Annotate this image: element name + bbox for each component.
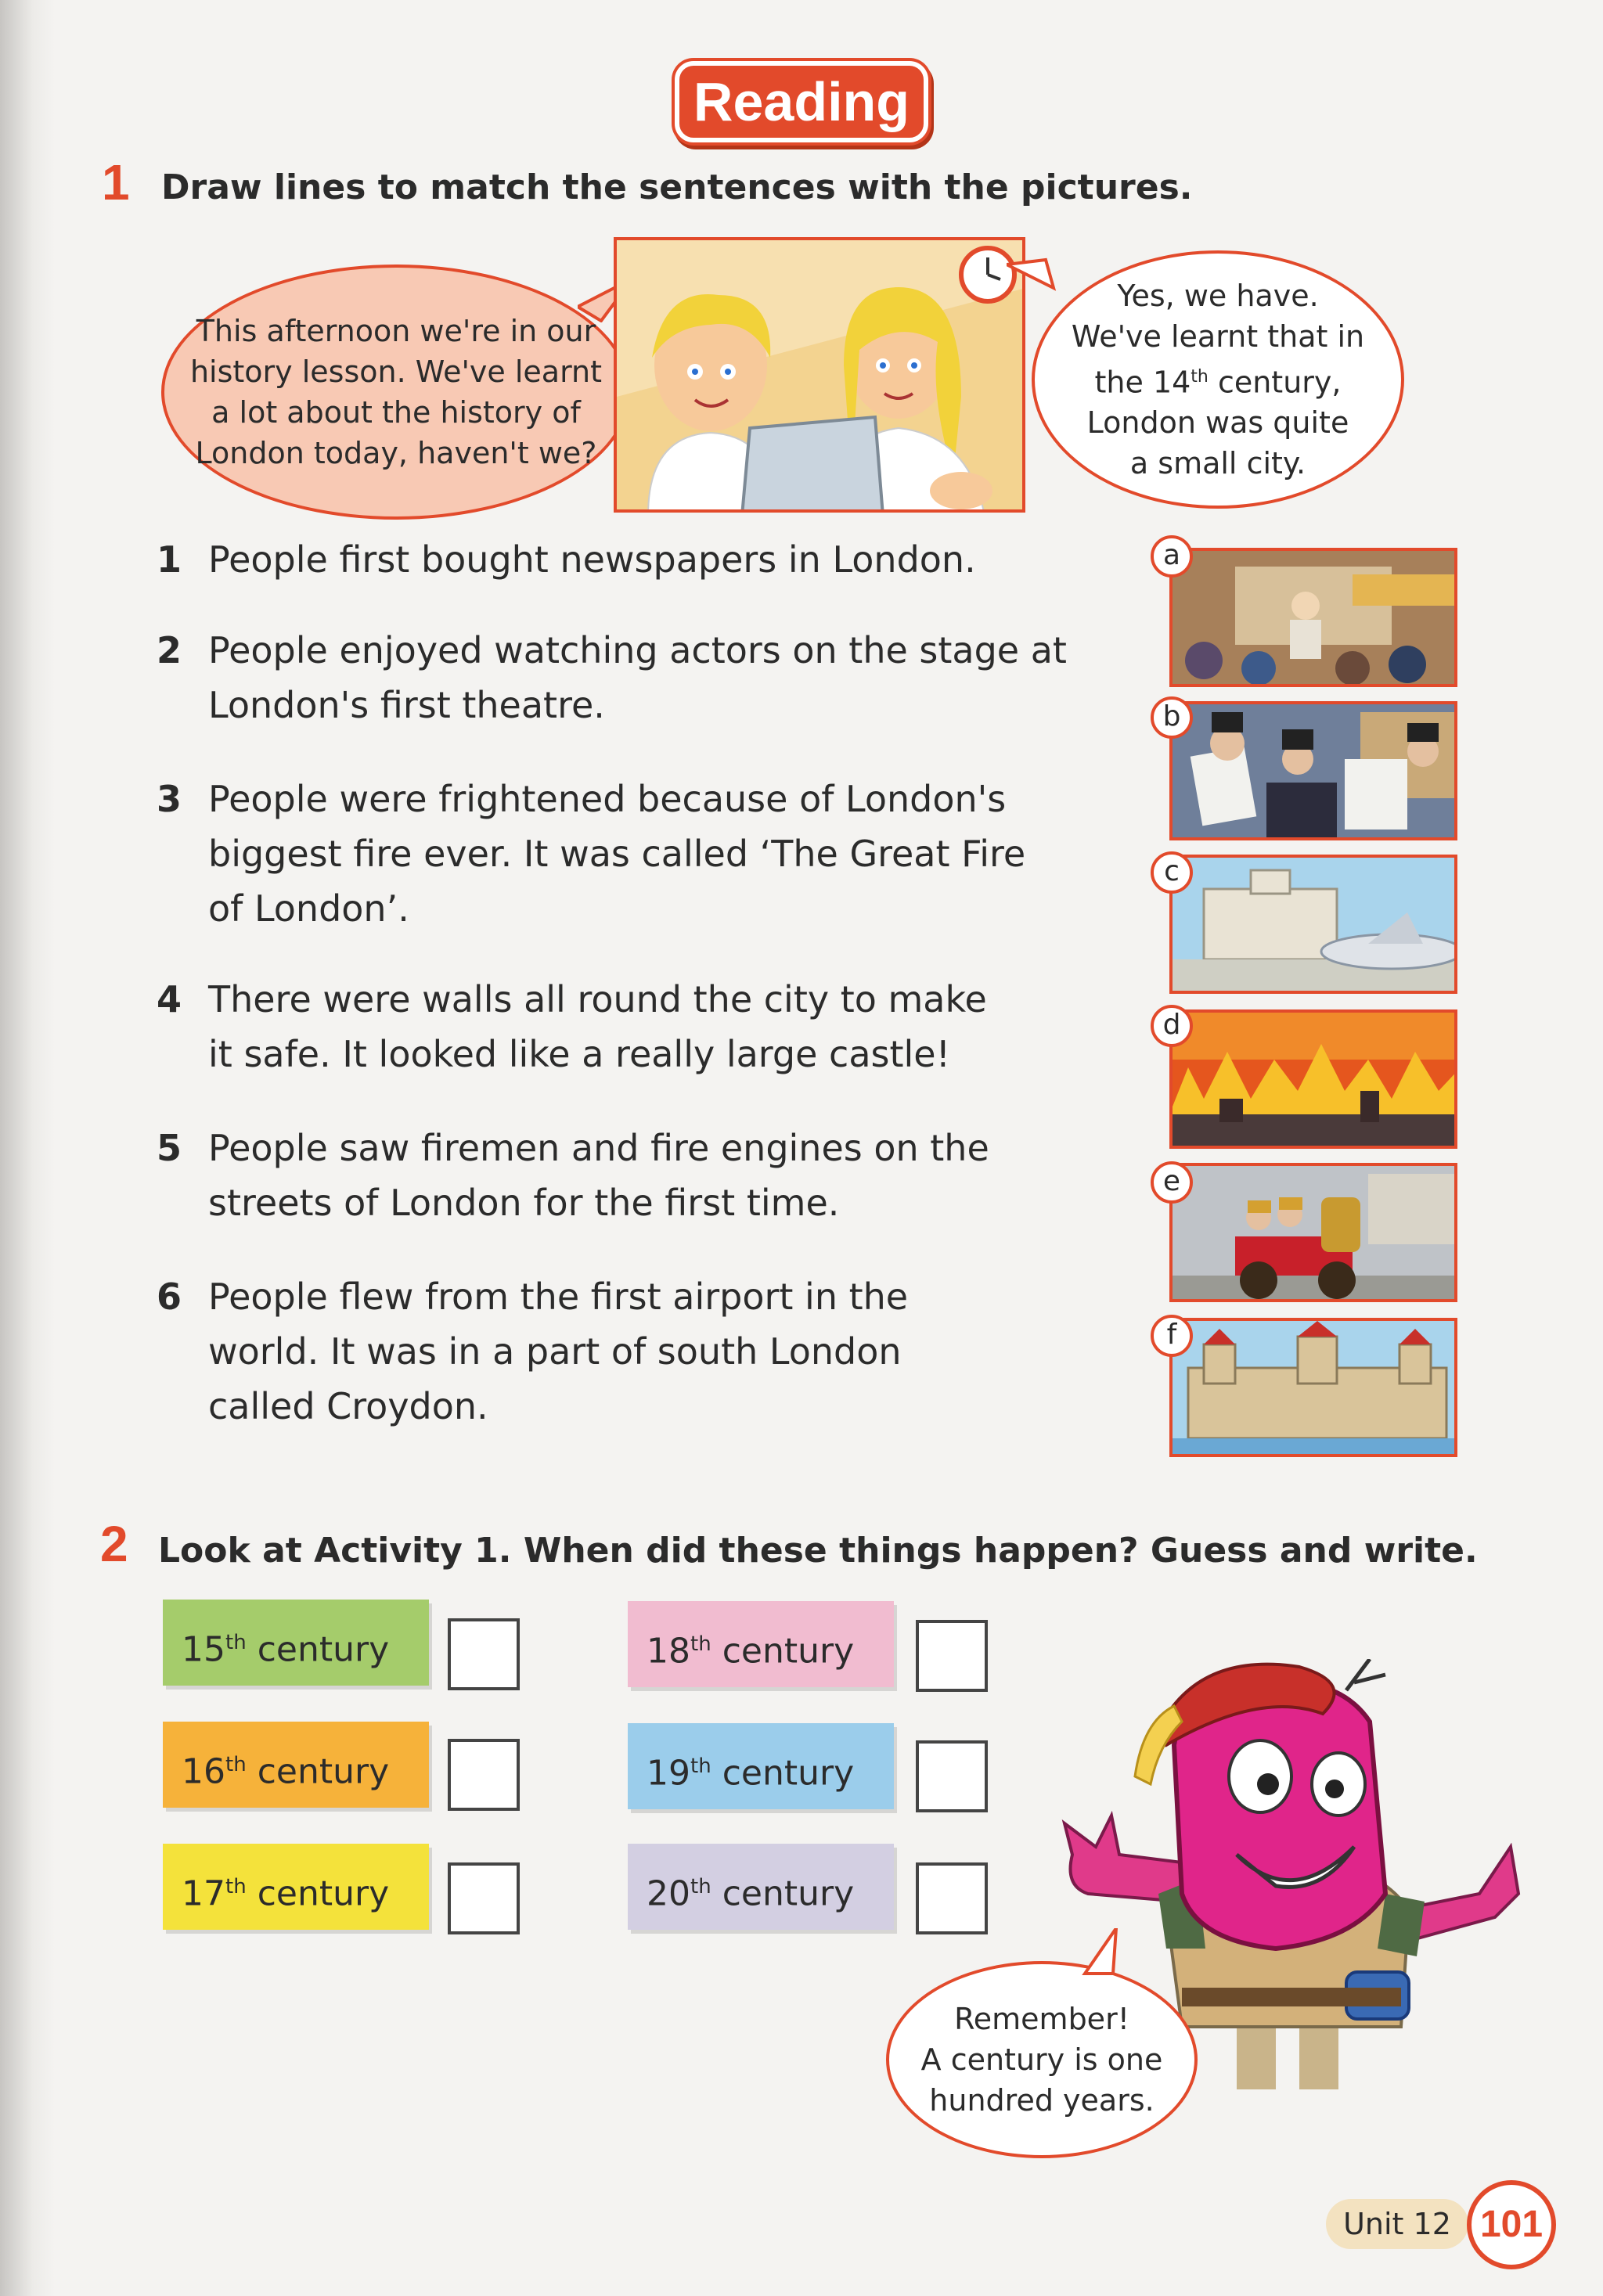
mascot-bubble-line-2: A century is one — [920, 2042, 1163, 2077]
speech-bubble-right-line-1: Yes, we have. — [1117, 278, 1319, 313]
comic-illustration — [614, 237, 1025, 513]
answer-box-15th-century[interactable] — [448, 1618, 520, 1690]
activity-1-instruction: Draw lines to match the sentences with the pictures. — [161, 167, 1193, 207]
mascot-speech-bubble — [886, 1961, 1198, 2158]
chip-number: 18 — [647, 1631, 690, 1672]
sentence-text: People first bought newspapers in London. — [208, 538, 976, 581]
chip-superscript: th — [690, 1632, 711, 1656]
chip-19th-century — [628, 1723, 894, 1809]
answer-box-19th-century[interactable] — [916, 1740, 988, 1812]
newspaper-readers-icon — [1173, 704, 1457, 840]
answer-box-18th-century[interactable] — [916, 1620, 988, 1692]
chip-number: 17 — [182, 1873, 225, 1914]
mascot-bubble-line-1: Remember! — [954, 2002, 1129, 2036]
answer-box-16th-century[interactable] — [448, 1739, 520, 1811]
sentence-number: 5 — [157, 1127, 182, 1169]
page-title: Reading — [675, 61, 928, 142]
chip-17th-century — [163, 1844, 429, 1930]
chip-superscript: th — [690, 1754, 711, 1778]
chip-superscript: th — [225, 1631, 247, 1654]
sentence-6[interactable] — [157, 1269, 960, 1434]
sentence-number: 1 — [157, 538, 182, 581]
sentence-number: 3 — [157, 778, 182, 820]
picture-d-letter: d — [1151, 1005, 1193, 1047]
sentence-number: 6 — [157, 1276, 182, 1318]
sentence-2[interactable] — [157, 623, 1069, 732]
speech-bubble-right — [1032, 250, 1404, 509]
sentence-text: People saw firemen and fire engines on the streets of London for the first time. — [208, 1127, 989, 1224]
line-3-superscript: th — [1191, 366, 1209, 387]
speech-bubble-left-text: This afternoon we're in our history lesson. We've learnt a lot about the history of London today, haven't we? — [189, 314, 603, 470]
sentence-text: People enjoyed watching actors on the stage at London's first theatre. — [208, 629, 1067, 726]
picture-d[interactable] — [1169, 1009, 1457, 1149]
mascot-speech-bubble-tail — [1077, 1928, 1124, 1975]
chip-number: 16 — [182, 1751, 225, 1792]
picture-c[interactable] — [1169, 855, 1457, 994]
line-3-suffix: century, — [1208, 365, 1342, 400]
airport-plane-icon — [1173, 858, 1457, 994]
activity-2-instruction: Look at Activity 1. When did these things happen? Guess and write. — [158, 1531, 1478, 1571]
chip-word: century — [257, 1873, 390, 1914]
chip-number: 19 — [647, 1753, 690, 1794]
sentence-5[interactable] — [157, 1121, 991, 1230]
chip-word: century — [257, 1629, 390, 1670]
chip-20th-century — [628, 1844, 894, 1930]
picture-b-letter: b — [1151, 696, 1193, 739]
picture-a[interactable] — [1169, 548, 1457, 687]
speech-bubble-right-line-3 — [1095, 357, 1342, 403]
sentence-text: People were frightened because of London's biggest fire ever. It was called ‘The Great Fire of London’. — [208, 778, 1026, 930]
chip-16th-century — [163, 1722, 429, 1808]
picture-f-letter: f — [1151, 1315, 1193, 1357]
sentence-text: There were walls all round the city to make it safe. It looked like a really large castle! — [208, 978, 987, 1075]
sentence-3[interactable] — [157, 772, 1038, 936]
mascot-bubble-line-3: hundred years. — [929, 2083, 1155, 2118]
fire-engine-icon — [1173, 1166, 1457, 1302]
chip-number: 20 — [647, 1873, 690, 1914]
speech-bubble-right-line-4: London was quite — [1086, 405, 1349, 441]
picture-a-letter: a — [1151, 535, 1193, 578]
picture-e[interactable] — [1169, 1163, 1457, 1302]
chip-word: century — [722, 1631, 855, 1672]
sentence-1[interactable] — [157, 532, 1038, 587]
city-walls-castle-icon — [1173, 1321, 1457, 1457]
chip-word: century — [722, 1753, 855, 1794]
speech-bubble-right-tail — [1007, 249, 1061, 296]
chip-word: century — [257, 1751, 390, 1792]
sentence-number: 4 — [157, 978, 182, 1020]
chip-superscript: th — [690, 1875, 711, 1898]
speech-bubble-right-line-2: We've learnt that in — [1071, 318, 1365, 354]
sentence-number: 2 — [157, 629, 182, 671]
activity-2-number: 2 — [100, 1516, 128, 1572]
speech-bubble-left — [161, 265, 631, 520]
picture-f[interactable] — [1169, 1318, 1457, 1457]
chip-15th-century — [163, 1600, 429, 1686]
great-fire-icon — [1173, 1013, 1457, 1149]
picture-c-letter: c — [1151, 851, 1193, 894]
page-number: 101 — [1467, 2180, 1556, 2269]
theatre-stage-icon — [1173, 551, 1457, 687]
speech-bubble-right-line-5: a small city. — [1129, 446, 1306, 481]
sentence-text: People flew from the first airport in the world. It was in a part of south London called Croydon. — [208, 1276, 909, 1427]
chip-number: 15 — [182, 1629, 225, 1670]
chip-superscript: th — [225, 1875, 247, 1898]
picture-b[interactable] — [1169, 701, 1457, 840]
unit-label: Unit 12 — [1326, 2199, 1468, 2249]
answer-box-17th-century[interactable] — [448, 1862, 520, 1934]
line-3-prefix: the 14 — [1094, 365, 1191, 400]
chip-18th-century — [628, 1601, 894, 1687]
sentence-4[interactable] — [157, 972, 991, 1081]
activity-1-number: 1 — [102, 154, 130, 211]
answer-box-20th-century[interactable] — [916, 1862, 988, 1934]
picture-e-letter: e — [1151, 1161, 1193, 1204]
chip-superscript: th — [225, 1753, 247, 1776]
chip-word: century — [722, 1873, 855, 1914]
students-laptop-icon — [617, 240, 1025, 513]
